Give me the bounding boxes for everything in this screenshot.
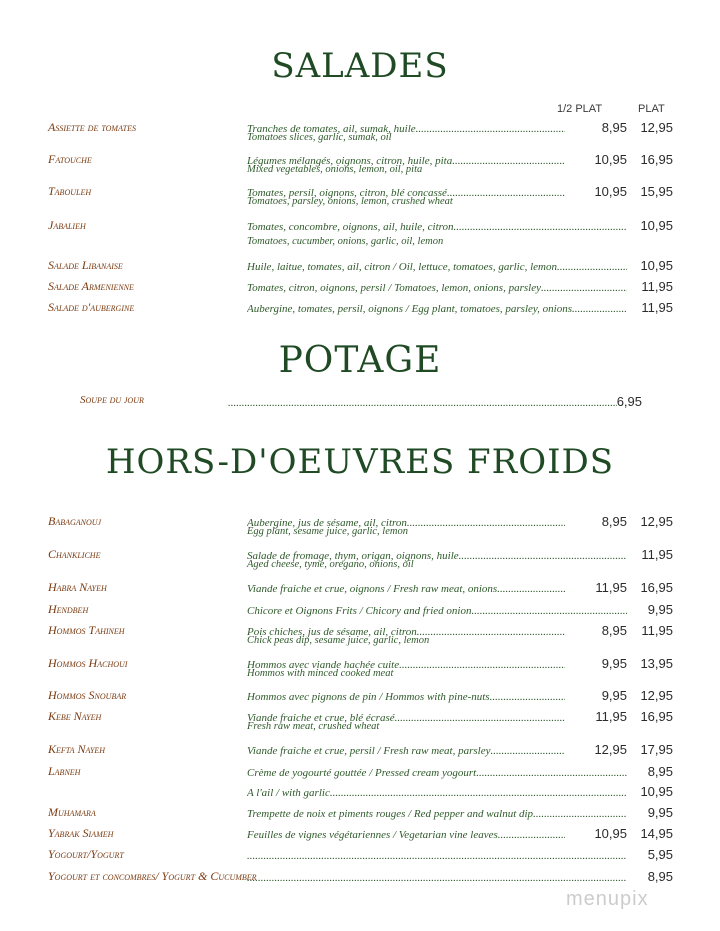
leader-dots xyxy=(228,397,617,409)
leader-dots xyxy=(572,303,627,315)
menupix-watermark: menupix xyxy=(566,888,649,910)
leader-dots xyxy=(416,123,565,135)
menu-item xyxy=(0,152,720,175)
item-description: Pois chiches, jus de sésame, ail, citron xyxy=(247,626,417,638)
item-line xyxy=(247,580,673,595)
item-name: Salade Libanaise xyxy=(48,258,123,272)
item-translation: Egg plant, sesame juice, garlic, lemon xyxy=(247,526,408,537)
leader-dots xyxy=(454,221,627,233)
menu-item xyxy=(0,580,720,596)
item-description: Tranches de tomates, ail, sumak, huile xyxy=(247,123,416,135)
item-line xyxy=(247,279,673,294)
item-translation: Tomatoes slices, garlic, sumak, oil xyxy=(247,132,392,143)
leader-dots xyxy=(399,659,565,671)
half-plate-header: 1/2 PLAT xyxy=(557,103,603,115)
full-plate-price: 12,95 xyxy=(640,688,673,703)
leader-dots xyxy=(490,745,565,757)
full-plate-price: 12,95 xyxy=(640,120,673,135)
menu-item xyxy=(0,847,720,863)
menu-item xyxy=(0,688,720,704)
item-description: Aubergine, jus de sésame, ail, citron xyxy=(247,517,407,529)
item-name: Kebe Nayeh xyxy=(48,709,102,723)
item-line xyxy=(247,602,673,617)
menu-item xyxy=(0,547,720,570)
leader-dots xyxy=(498,829,565,841)
item-description: Trempette de noix et piments rouges / Red pepper and walnut dip xyxy=(247,808,534,820)
menu-item xyxy=(0,258,720,274)
item-description: Feuilles de vignes végétariennes / Vegetarian vine leaves xyxy=(247,829,498,841)
half-plate-price: 11,95 xyxy=(595,709,627,724)
item-name: Jabalieh xyxy=(48,218,86,232)
menu-item xyxy=(0,869,720,885)
item-description: Aubergine, tomates, persil, oignons / Egg plant, tomatoes, parsley, onions xyxy=(247,303,572,315)
leader-dots xyxy=(471,605,627,617)
potage-title: POTAGE xyxy=(278,340,442,381)
full-plate-price: 12,95 xyxy=(640,514,673,529)
item-translation: Tomatoes, cucumber, onions, garlic, oil, lemon xyxy=(247,236,444,247)
item-line xyxy=(247,784,673,799)
item-name: Hommos Hachoui xyxy=(48,656,128,670)
menu-item xyxy=(0,742,720,758)
full-plate-price: 14,95 xyxy=(640,826,673,841)
leader-dots xyxy=(476,767,627,779)
item-translation: Hommos with minced cooked meat xyxy=(247,668,394,679)
full-plate-price: 16,95 xyxy=(640,152,673,167)
item-description: Viande fraiche et crue, persil / Fresh raw meat, parsley xyxy=(247,745,491,757)
leader-dots xyxy=(247,872,627,884)
item-description: A l'ail / with garlic xyxy=(247,787,330,799)
item-price: 6,95 xyxy=(616,394,642,409)
item-name: Yogourt et concombres/ Yogurt & Cucumber xyxy=(48,869,257,883)
leader-dots xyxy=(395,712,565,724)
item-line xyxy=(247,218,673,233)
item-name: Muhamara xyxy=(48,805,96,819)
item-description: Chicore et Oignons Frits / Chicory and fried onion xyxy=(247,605,472,617)
hors-doeuvres-title: HORS-D'OEUVRES FROIDS xyxy=(105,442,615,482)
full-plate-price: 5,95 xyxy=(647,847,673,862)
menu-item xyxy=(0,656,720,679)
half-plate-price: 8,95 xyxy=(601,120,627,135)
item-line xyxy=(247,764,673,779)
item-line xyxy=(247,826,673,841)
leader-dots xyxy=(452,155,565,167)
leader-dots xyxy=(541,282,627,294)
full-plate-price: 17,95 xyxy=(640,742,673,757)
full-plate-price: 13,95 xyxy=(640,656,673,671)
half-plate-price: 12,95 xyxy=(594,742,627,757)
item-name: Habra Nayeh xyxy=(48,580,107,594)
item-description: Crème de yogourté gouttée / Pressed cream yogourt xyxy=(247,767,477,779)
item-line xyxy=(247,258,673,273)
full-plate-price: 8,95 xyxy=(647,764,673,779)
full-plate-price: 8,95 xyxy=(647,869,673,884)
leader-dots xyxy=(459,550,627,562)
item-name: Hendbeh xyxy=(48,602,89,616)
item-description: Viande fraiche et crue, oignons / Fresh raw meat, onions xyxy=(247,583,498,595)
leader-dots xyxy=(407,517,565,529)
half-plate-price: 8,95 xyxy=(601,514,627,529)
menu-item xyxy=(0,826,720,842)
full-plate-price: 11,95 xyxy=(641,279,673,294)
full-plate-price: 15,95 xyxy=(640,184,673,199)
item-description: Viande fraiche et crue, blé écrasé xyxy=(247,712,395,724)
item-line xyxy=(247,805,673,820)
item-translation: Fresh raw meat, crushed wheat xyxy=(247,721,380,732)
full-plate-price: 16,95 xyxy=(640,709,673,724)
full-plate-price: 10,95 xyxy=(640,218,673,233)
item-description: Salade de fromage, thym, origan, oignons, huile xyxy=(247,550,459,562)
item-name: Hommos Snoubar xyxy=(48,688,127,702)
menu-item xyxy=(0,394,720,410)
leader-dots xyxy=(533,808,627,820)
menu-item xyxy=(0,784,720,800)
item-name: Fatouche xyxy=(48,152,92,166)
item-line xyxy=(247,847,673,862)
half-plate-price: 9,95 xyxy=(601,656,627,671)
menu-item xyxy=(0,805,720,821)
item-description: Tomates, concombre, oignons, ail, huile, citron xyxy=(247,221,454,233)
item-name: Tabouleh xyxy=(48,184,92,198)
leader-dots xyxy=(330,787,627,799)
menu-item xyxy=(0,764,720,780)
menu-item xyxy=(0,184,720,207)
half-plate-price: 8,95 xyxy=(601,623,627,638)
item-name: Soupe du jour xyxy=(80,394,144,406)
item-description: Tomates, persil, oignons, citron, blé concassé xyxy=(247,187,447,199)
item-name: Labneh xyxy=(48,764,81,778)
item-name: Kefta Nayeh xyxy=(48,742,106,756)
leader-dots xyxy=(557,261,627,273)
item-translation: Mixed vegetables, onions, lemon, oil, pita xyxy=(247,164,423,175)
item-line xyxy=(247,869,673,884)
menu-item xyxy=(0,602,720,618)
leader-dots xyxy=(497,583,565,595)
full-plate-price: 11,95 xyxy=(641,547,673,562)
item-line xyxy=(228,394,642,409)
leader-dots xyxy=(447,187,565,199)
item-translation: Chick peas dip, sesame juice, garlic, lemon xyxy=(247,635,430,646)
item-description: Huile, laitue, tomates, ail, citron / Oil, lettuce, tomatoes, garlic, lemon xyxy=(247,261,557,273)
menu-item xyxy=(0,514,720,537)
half-plate-price: 10,95 xyxy=(594,826,627,841)
menu-item xyxy=(0,300,720,316)
item-description: Légumes mélangés, oignons, citron, huile, pita xyxy=(247,155,453,167)
item-description: Tomates, citron, oignons, persil / Tomatoes, lemon, onions, parsley xyxy=(247,282,541,294)
full-plate-price: 10,95 xyxy=(640,784,673,799)
leader-dots xyxy=(247,850,627,862)
item-translation: Aged cheese, tyme, oregano, onions, oil xyxy=(247,559,414,570)
item-name: Salade Armenienne xyxy=(48,279,134,293)
half-plate-price: 9,95 xyxy=(601,688,627,703)
item-name: Hommos Tahineh xyxy=(48,623,125,637)
item-description: Hommos avec pignons de pin / Hommos with pine-nuts xyxy=(247,691,490,703)
item-name: Salade d'aubergine xyxy=(48,300,135,314)
menu-item xyxy=(0,709,720,732)
half-plate-price: 11,95 xyxy=(595,580,627,595)
full-plate-price: 9,95 xyxy=(647,602,673,617)
full-plate-price: 11,95 xyxy=(641,300,673,315)
menu-item xyxy=(0,623,720,646)
leader-dots xyxy=(490,691,565,703)
item-name: Yabrak Siameh xyxy=(48,826,114,840)
menu-item xyxy=(0,279,720,295)
item-line xyxy=(247,742,673,757)
item-name: Chankliche xyxy=(48,547,101,561)
item-description: Hommos avec viande hachée cuite xyxy=(247,659,400,671)
full-plate-price: 16,95 xyxy=(640,580,673,595)
item-name: Babaganouj xyxy=(48,514,102,528)
full-plate-price: 9,95 xyxy=(647,805,673,820)
menu-item xyxy=(0,120,720,143)
half-plate-price: 10,95 xyxy=(594,184,627,199)
item-line xyxy=(247,688,673,703)
half-plate-price: 10,95 xyxy=(594,152,627,167)
item-name: Assiette de tomates xyxy=(48,120,137,134)
full-plate-price: 11,95 xyxy=(641,623,673,638)
full-plate-price: 10,95 xyxy=(640,258,673,273)
item-translation: Tomatoes, parsley, onions, lemon, crushed wheat xyxy=(247,196,453,207)
full-plate-header: PLAT xyxy=(638,103,665,115)
salades-title: SALADES xyxy=(271,46,449,86)
item-name: Yogourt/Yogurt xyxy=(48,847,124,861)
item-line xyxy=(247,300,673,315)
leader-dots xyxy=(417,626,565,638)
menu-item xyxy=(0,218,720,247)
